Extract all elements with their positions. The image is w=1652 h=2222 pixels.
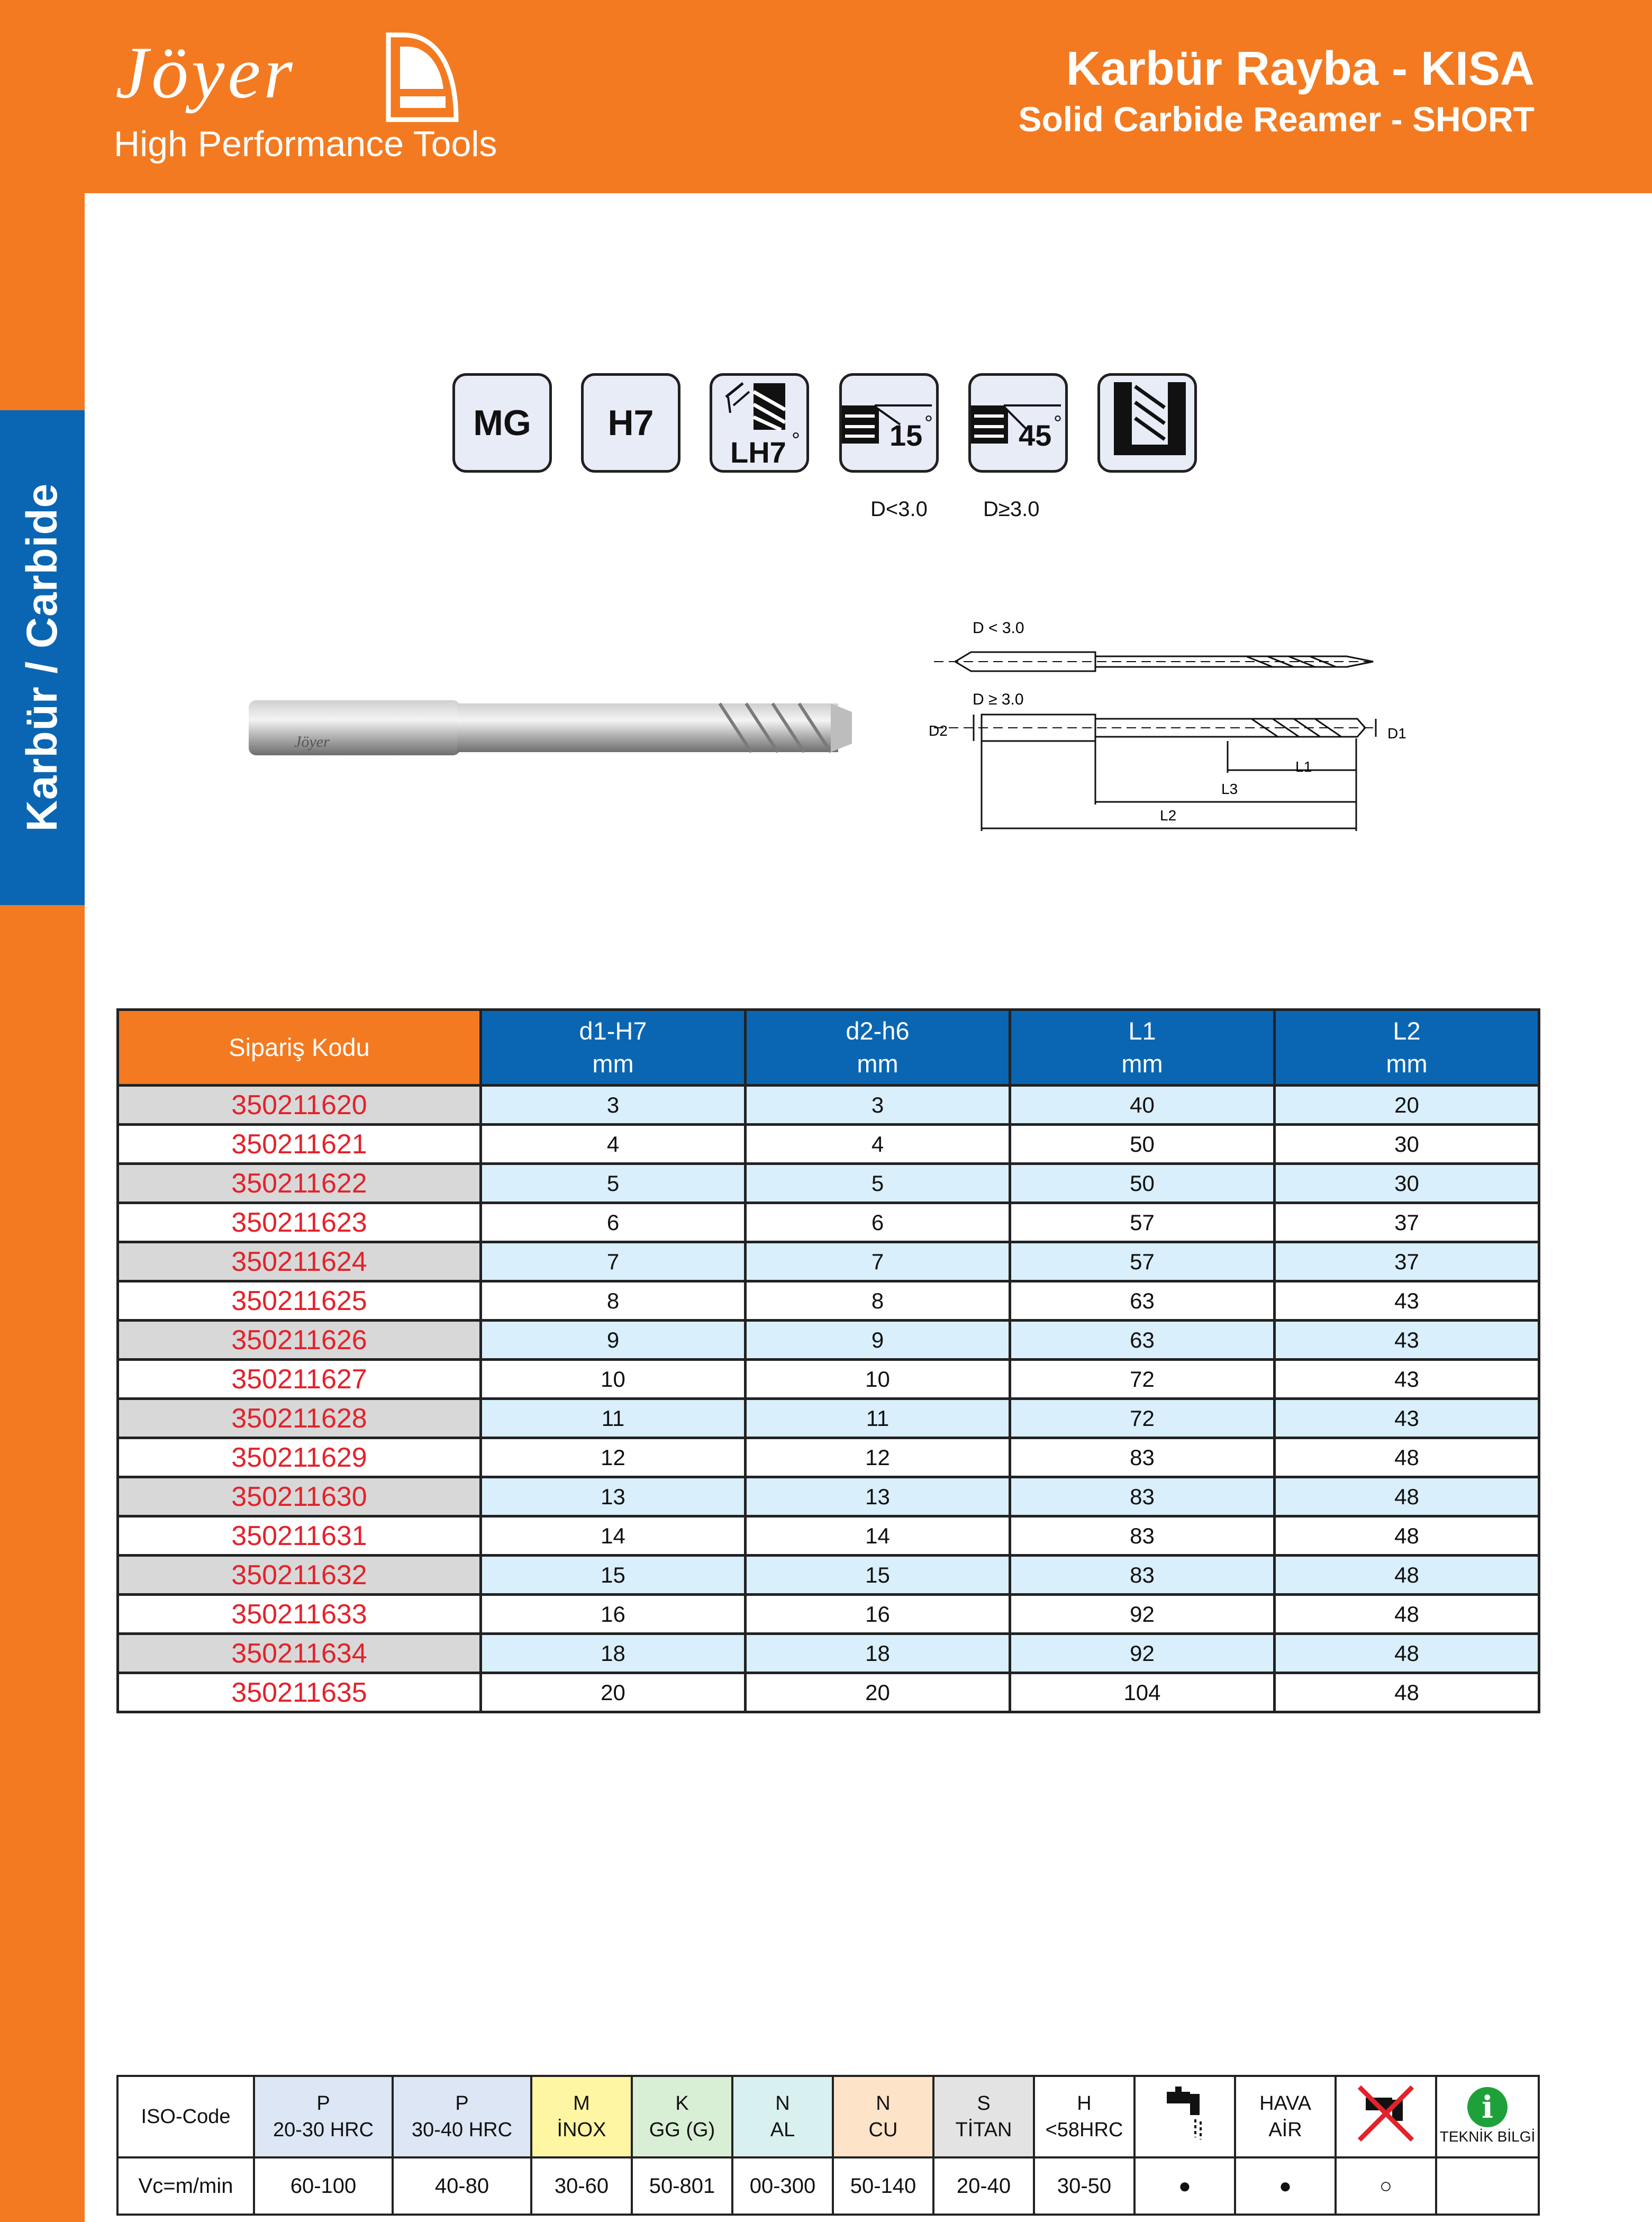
diagram-l1: L1 xyxy=(1295,758,1312,775)
vc-m: 30-60 xyxy=(531,2157,632,2215)
iso-cutting-table xyxy=(116,2075,1540,2216)
order-code: 350211630 xyxy=(118,1477,481,1516)
d2-value: 6 xyxy=(746,1203,1010,1242)
order-code: 350211635 xyxy=(118,1673,481,1712)
l1-value: 72 xyxy=(1010,1360,1275,1399)
product-table xyxy=(116,1008,1540,1713)
table-row xyxy=(118,1321,1539,1360)
l2-value: 43 xyxy=(1275,1281,1539,1321)
table-row xyxy=(118,1516,1539,1556)
d1-value: 4 xyxy=(481,1125,746,1164)
d2-value: 13 xyxy=(746,1477,1010,1516)
d1-value: 7 xyxy=(481,1242,746,1281)
technical-drawing xyxy=(923,614,1389,847)
page-title-tr: Karbür Rayba - KISA xyxy=(1066,42,1535,95)
note-45: D≥3.0 xyxy=(983,498,1040,521)
vc-info xyxy=(1436,2157,1539,2215)
table-row xyxy=(118,1399,1539,1438)
badge-45deg: 45 ° xyxy=(968,373,1068,473)
d1-value: 16 xyxy=(481,1595,746,1634)
d1-value: 18 xyxy=(481,1634,746,1673)
order-code: 350211625 xyxy=(118,1281,481,1321)
l1-value: 63 xyxy=(1010,1321,1275,1360)
diagram-l3: L3 xyxy=(1221,781,1238,797)
table-row xyxy=(118,1125,1539,1164)
iso-p1: P 20-30 HRC xyxy=(254,2076,393,2157)
d1-value: 6 xyxy=(481,1203,746,1242)
brand-tagline: High Performance Tools xyxy=(114,124,497,164)
iso-dry xyxy=(1336,2076,1436,2157)
order-code: 350211631 xyxy=(118,1516,481,1556)
vc-n-al: 00-300 xyxy=(732,2157,833,2215)
badge-15deg: 15 ° xyxy=(839,373,939,473)
l2-value: 43 xyxy=(1275,1360,1539,1399)
order-code: 350211621 xyxy=(118,1125,481,1164)
diagram-label-top: D < 3.0 xyxy=(973,619,1024,637)
no-coolant-icon xyxy=(1354,2082,1418,2145)
info-label: TEKNİK BİLGİ xyxy=(1439,2128,1536,2145)
d2-value: 18 xyxy=(746,1634,1010,1673)
order-code: 350211627 xyxy=(118,1360,481,1399)
diagram-d1: D1 xyxy=(1387,725,1406,742)
iso-s: S TİTAN xyxy=(933,2076,1034,2157)
l2-value: 48 xyxy=(1275,1438,1539,1477)
l1-value: 83 xyxy=(1010,1556,1275,1595)
d1-value: 11 xyxy=(481,1399,746,1438)
table-row xyxy=(118,1242,1539,1281)
l1-value: 83 xyxy=(1010,1516,1275,1556)
d1-value: 13 xyxy=(481,1477,746,1516)
d1-value: 20 xyxy=(481,1673,746,1712)
l2-value: 48 xyxy=(1275,1673,1539,1712)
table-header-row xyxy=(118,1010,1539,1086)
d2-value: 12 xyxy=(746,1438,1010,1477)
l2-value: 30 xyxy=(1275,1125,1539,1164)
iso-n-al: N AL xyxy=(732,2076,833,2157)
d2-value: 3 xyxy=(746,1086,1010,1125)
straight-shank-icon xyxy=(1100,376,1200,475)
col-header-d1: d1-H7 mm xyxy=(481,1010,746,1086)
table-row xyxy=(118,1086,1539,1125)
l2-value: 43 xyxy=(1275,1321,1539,1360)
badge-shank xyxy=(1097,373,1197,473)
d2-value: 15 xyxy=(746,1556,1010,1595)
order-code: 350211620 xyxy=(118,1086,481,1125)
order-code: 350211633 xyxy=(118,1595,481,1634)
l1-value: 92 xyxy=(1010,1595,1275,1634)
vc-label: Vc=m/min xyxy=(117,2157,254,2215)
l1-value: 57 xyxy=(1010,1242,1275,1281)
page-title-en: Solid Carbide Reamer - SHORT xyxy=(1018,100,1535,139)
vc-s: 20-40 xyxy=(933,2157,1034,2215)
d2-value: 10 xyxy=(746,1360,1010,1399)
l1-value: 92 xyxy=(1010,1634,1275,1673)
table-row xyxy=(118,1360,1539,1399)
d1-value: 9 xyxy=(481,1321,746,1360)
table-row xyxy=(118,1595,1539,1634)
l1-value: 57 xyxy=(1010,1203,1275,1242)
side-tab-label: Karbür / Carbide xyxy=(18,483,66,832)
table-row xyxy=(118,1281,1539,1321)
d2-value: 5 xyxy=(746,1164,1010,1203)
diagram-label-bottom: D ≥ 3.0 xyxy=(973,691,1024,708)
badge-h7: H7 xyxy=(581,373,680,473)
l2-value: 48 xyxy=(1275,1477,1539,1516)
col-header-l1: L1 mm xyxy=(1010,1010,1275,1086)
badge-lh7: LH7 ° xyxy=(710,373,809,473)
order-code: 350211624 xyxy=(118,1242,481,1281)
l1-value: 104 xyxy=(1010,1673,1275,1712)
vc-h: 30-50 xyxy=(1034,2157,1134,2215)
vc-p1: 60-100 xyxy=(254,2157,393,2215)
l1-value: 40 xyxy=(1010,1086,1275,1125)
l2-value: 43 xyxy=(1275,1399,1539,1438)
vc-dry: ○ xyxy=(1336,2157,1436,2215)
iso-info xyxy=(1436,2076,1539,2157)
l2-value: 48 xyxy=(1275,1595,1539,1634)
col-header-code: Sipariş Kodu xyxy=(118,1010,481,1086)
d1-value: 8 xyxy=(481,1281,746,1321)
d2-value: 16 xyxy=(746,1595,1010,1634)
d2-value: 9 xyxy=(746,1321,1010,1360)
order-code: 350211622 xyxy=(118,1164,481,1203)
vc-coolant: ● xyxy=(1134,2157,1235,2215)
iso-k: K GG (G) xyxy=(632,2076,732,2157)
l1-value: 72 xyxy=(1010,1399,1275,1438)
l2-value: 48 xyxy=(1275,1634,1539,1673)
table-row xyxy=(118,1556,1539,1595)
order-code: 350211634 xyxy=(118,1634,481,1673)
order-code: 350211623 xyxy=(118,1203,481,1242)
l2-value: 48 xyxy=(1275,1556,1539,1595)
iso-code-row xyxy=(117,2076,1539,2157)
d2-value: 7 xyxy=(746,1242,1010,1281)
l1-value: 50 xyxy=(1010,1164,1275,1203)
d1-value: 14 xyxy=(481,1516,746,1556)
d1-value: 12 xyxy=(481,1438,746,1477)
order-code: 350211629 xyxy=(118,1438,481,1477)
d2-value: 4 xyxy=(746,1125,1010,1164)
info-icon: i xyxy=(1467,2087,1508,2127)
brand-name: Jöyer xyxy=(115,32,296,114)
l2-value: 37 xyxy=(1275,1242,1539,1281)
d1-value: 15 xyxy=(481,1556,746,1595)
col-header-d2: d2-h6 mm xyxy=(746,1010,1010,1086)
badge-mg: MG xyxy=(452,373,552,473)
iso-m: M İNOX xyxy=(531,2076,632,2157)
iso-code-label: ISO-Code xyxy=(117,2076,254,2157)
reamer-product-image xyxy=(243,691,857,765)
table-row xyxy=(118,1438,1539,1477)
diagram-l2: L2 xyxy=(1160,807,1177,824)
coolant-tap-icon xyxy=(1164,2084,1206,2143)
l2-value: 48 xyxy=(1275,1516,1539,1556)
d2-value: 8 xyxy=(746,1281,1010,1321)
vc-k: 50-801 xyxy=(632,2157,732,2215)
l1-value: 83 xyxy=(1010,1438,1275,1477)
iso-p2: P 30-40 HRC xyxy=(393,2076,531,2157)
order-code: 350211626 xyxy=(118,1321,481,1360)
vc-air: ● xyxy=(1235,2157,1336,2215)
iso-air: HAVA AİR xyxy=(1235,2076,1336,2157)
order-code: 350211628 xyxy=(118,1399,481,1438)
d1-value: 10 xyxy=(481,1360,746,1399)
table-row xyxy=(118,1164,1539,1203)
iso-h: H <58HRC xyxy=(1034,2076,1134,2157)
note-15: D<3.0 xyxy=(870,498,928,521)
table-row xyxy=(118,1203,1539,1242)
d1-value: 3 xyxy=(481,1086,746,1125)
l1-value: 63 xyxy=(1010,1281,1275,1321)
badge-lh7-label: LH7 xyxy=(730,436,786,469)
l2-value: 37 xyxy=(1275,1203,1539,1242)
table-row xyxy=(118,1634,1539,1673)
l2-value: 30 xyxy=(1275,1164,1539,1203)
iso-coolant xyxy=(1134,2076,1235,2157)
d2-value: 14 xyxy=(746,1516,1010,1556)
l1-value: 83 xyxy=(1010,1477,1275,1516)
product-brand-mark: Jöyer xyxy=(294,733,330,751)
order-code: 350211632 xyxy=(118,1556,481,1595)
brand-logo-icon xyxy=(382,31,461,123)
d2-value: 11 xyxy=(746,1399,1010,1438)
badge-45-label: 45 xyxy=(1019,419,1052,452)
l1-value: 50 xyxy=(1010,1125,1275,1164)
table-row xyxy=(118,1673,1539,1712)
diagram-d2: D2 xyxy=(929,722,948,739)
d2-value: 20 xyxy=(746,1673,1010,1712)
table-row xyxy=(118,1477,1539,1516)
l2-value: 20 xyxy=(1275,1086,1539,1125)
col-header-l2: L2 mm xyxy=(1275,1010,1539,1086)
vc-row xyxy=(117,2157,1539,2215)
iso-n-cu: N CU xyxy=(833,2076,933,2157)
badge-15-label: 15 xyxy=(889,419,923,452)
d1-value: 5 xyxy=(481,1164,746,1203)
vc-n-cu: 50-140 xyxy=(833,2157,933,2215)
vc-p2: 40-80 xyxy=(393,2157,531,2215)
